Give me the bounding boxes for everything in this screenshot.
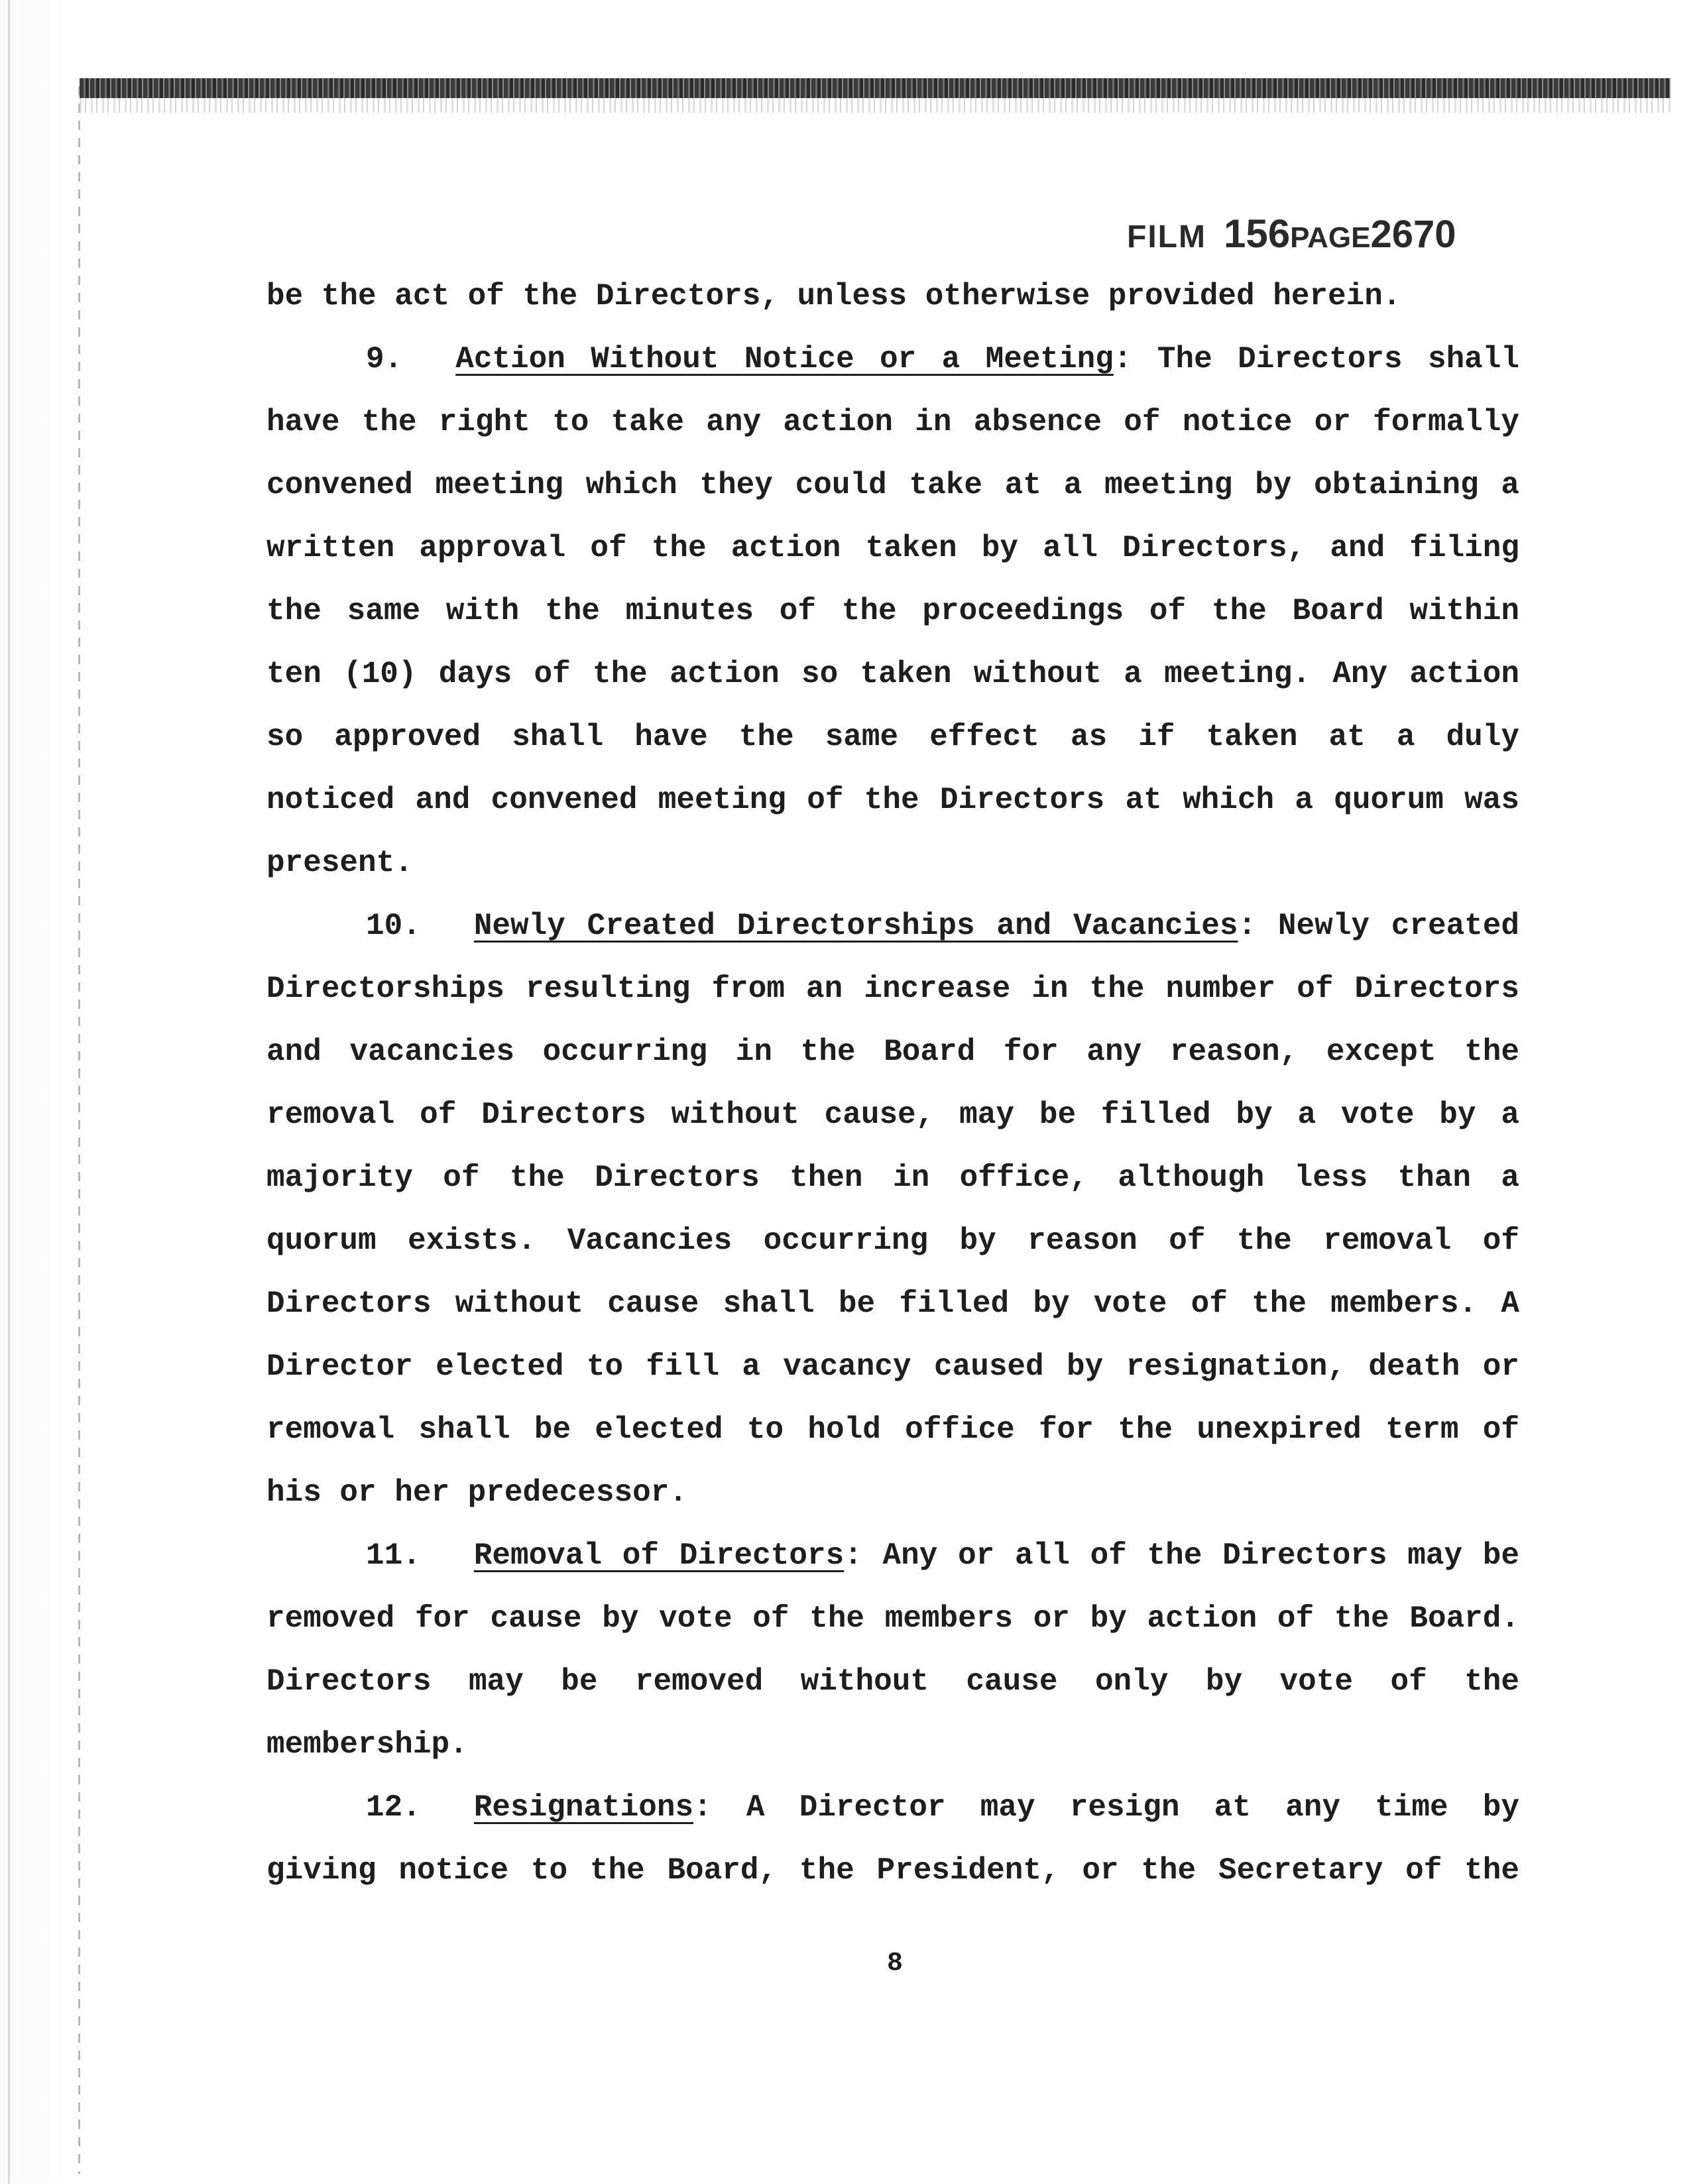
section-10-heading-line	[266, 895, 1519, 958]
section-12-heading-line	[266, 1776, 1519, 1839]
section-10-line: his or her predecessor.	[266, 1475, 687, 1510]
section-9-line: convened meeting which they could take at a meeting by obtaining a	[266, 468, 1519, 502]
continuation-line: be the act of the Directors, unless otherwise provided herein.	[266, 279, 1401, 314]
section-10-number: 10.	[366, 909, 421, 943]
section-10-line: removal shall be elected to hold office for the unexpired term of	[266, 1412, 1519, 1447]
section-10-line: removal of Directors without cause, may be filled by a vote by a	[266, 1098, 1519, 1132]
film-page-stamp	[1127, 211, 1456, 264]
section-10-line: Director elected to fill a vacancy caused by resignation, death or	[266, 1350, 1519, 1384]
section-9-number: 9.	[366, 342, 403, 376]
section-11-number: 11.	[366, 1538, 421, 1573]
section-11-heading: Removal of Directors	[473, 1538, 845, 1573]
section-9-line: noticed and convened meeting of the Directors at which a quorum was	[266, 783, 1519, 817]
section-10-line: and vacancies occurring in the Board for any reason, except the	[266, 1035, 1519, 1069]
section-10-line: Directorships resulting from an increase in the number of Directors	[266, 972, 1519, 1006]
section-12-line: giving notice to the Board, the President, or the Secretary of the	[266, 1853, 1519, 1888]
section-10-line: Directors without cause shall be filled by vote of the members. A	[266, 1287, 1519, 1321]
section-9-line: have the right to take any action in absence of notice or formally	[266, 405, 1519, 439]
stamp-film-number: 156	[1223, 211, 1291, 256]
section-11-heading-suffix: : Any or all of the Directors may be	[844, 1538, 1519, 1573]
section-10-line: quorum exists. Vacancies occurring by reason of the removal of	[266, 1224, 1519, 1258]
scan-edge-line	[8, 0, 10, 2184]
section-9-line: present.	[266, 846, 413, 880]
scan-top-band	[80, 78, 1670, 98]
scan-binding-marks	[78, 86, 80, 2174]
section-12-heading: Resignations	[473, 1790, 694, 1825]
section-9-line: written approval of the action taken by all Directors, and filing	[266, 531, 1519, 565]
section-9-heading: Action Without Notice or a Meeting	[455, 342, 1114, 376]
section-12-heading-suffix: : A Director may resign at any time by	[693, 1790, 1519, 1825]
stamp-page-label: PAGE	[1290, 221, 1371, 254]
section-9-line: so approved shall have the same effect as if taken at a duly	[266, 720, 1519, 754]
page-number: 8	[886, 1949, 903, 1979]
scan-left-edge	[0, 0, 93, 2184]
scan-top-band-noise	[80, 98, 1670, 113]
section-11-line: membership.	[266, 1727, 468, 1762]
stamp-page-number: 2670	[1370, 213, 1456, 256]
section-9-heading-line	[266, 328, 1519, 391]
document-body	[266, 265, 1519, 1902]
section-9-heading-suffix: : The Directors shall	[1113, 342, 1519, 376]
section-11-line: removed for cause by vote of the members or by action of the Board.	[266, 1601, 1519, 1636]
section-11-heading-line	[266, 1524, 1519, 1587]
section-9-line: ten (10) days of the action so taken without a meeting. Any action	[266, 657, 1519, 691]
stamp-film-label: FILM	[1127, 219, 1206, 255]
section-12-number: 12.	[366, 1790, 421, 1825]
section-10-heading-suffix: : Newly created	[1238, 909, 1519, 943]
section-10-line: majority of the Directors then in office, although less than a	[266, 1161, 1519, 1195]
section-11-line: Directors may be removed without cause only by vote of the	[266, 1664, 1519, 1699]
section-10-heading: Newly Created Directorships and Vacancies	[473, 909, 1238, 943]
section-9-line: the same with the minutes of the proceedings of the Board within	[266, 594, 1519, 628]
